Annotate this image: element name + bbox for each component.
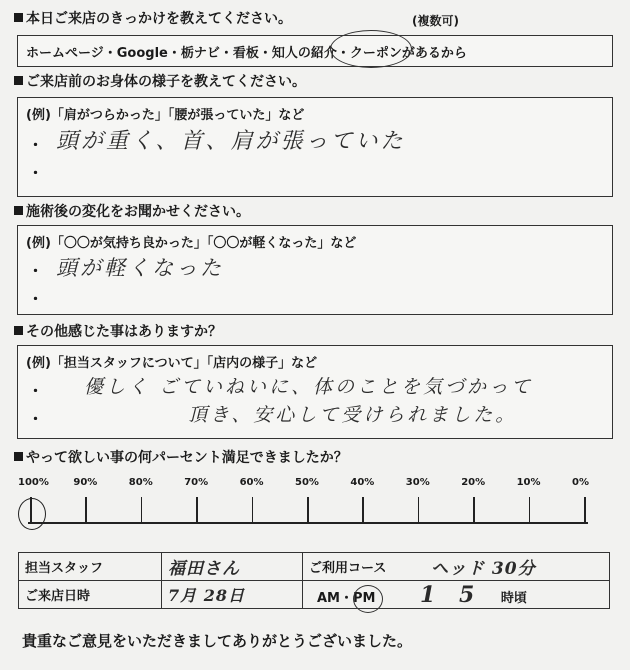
visit-info-table <box>18 552 610 609</box>
satisfaction-selection-circle-icon <box>18 498 46 530</box>
scale-tick <box>418 497 420 523</box>
date-value-cell <box>162 581 303 609</box>
square-bullet-icon <box>14 452 23 461</box>
scale-tick <box>473 497 475 523</box>
date-label: ご来店日時 <box>19 581 162 609</box>
time-suffix: 時頃 <box>500 590 527 606</box>
scale-tick <box>196 497 198 523</box>
hour-value: 1 5 <box>420 581 483 608</box>
q3-bullet: ・ <box>28 262 44 280</box>
scale-label: 90% <box>73 477 98 488</box>
scale-tick <box>362 497 364 523</box>
scale-label: 30% <box>405 477 430 488</box>
table-row <box>19 553 610 581</box>
scale-tick <box>307 497 309 523</box>
scale-label: 40% <box>350 477 375 488</box>
scale-tick <box>141 497 143 523</box>
scale-label: 80% <box>128 477 153 488</box>
square-bullet-icon <box>14 13 23 22</box>
course-value: ヘッド 30分 <box>431 559 536 579</box>
square-bullet-icon <box>14 76 23 85</box>
q1-multi-note: (複数可) <box>412 14 459 28</box>
scale-label: 20% <box>461 477 486 488</box>
staff-value: 福田さん <box>168 559 240 579</box>
square-bullet-icon <box>14 206 23 215</box>
scale-tick <box>529 497 531 523</box>
course-value-cell <box>425 553 610 581</box>
q3-handwritten-answer: 頭が軽くなった <box>56 256 224 280</box>
scale-tick <box>252 497 254 523</box>
scale-label: 60% <box>239 477 264 488</box>
staff-value-cell <box>162 553 303 581</box>
q2-heading: ご来店前のお身体の様子を教えてください。 <box>14 71 306 91</box>
q2-bullet: ・ <box>28 164 44 182</box>
staff-label: 担当スタッフ <box>19 553 162 581</box>
q2-handwritten-answer: 頭が重く、首、肩が張っていた <box>56 129 406 154</box>
scale-tick <box>584 497 586 523</box>
q4-handwritten-answer-line2: 頂き、安心して受けられました。 <box>188 404 518 426</box>
square-bullet-icon <box>14 326 23 335</box>
q4-answer-box <box>17 345 613 439</box>
scale-label: 0% <box>572 477 589 488</box>
q2-example: (例)「肩がつらかった」「腰が張っていた」など <box>26 108 305 123</box>
course-label: ご利用コース <box>303 553 426 581</box>
q5-heading: やって欲しい事の何パーセント満足できましたか？ <box>14 447 348 467</box>
thank-you-message: 貴重なご意見をいただきましてありがとうございました。 <box>22 632 413 650</box>
q1-options: ホームページ・Google・栃ナビ・看板・知人の紹介・クーポンがあるから <box>26 46 467 61</box>
scale-label: 100% <box>18 477 49 488</box>
q2-answer-box <box>17 97 613 197</box>
q1-options-box <box>17 35 613 67</box>
scale-label: 70% <box>184 477 209 488</box>
q3-bullet: ・ <box>28 290 44 308</box>
selection-circle-icon <box>330 30 412 68</box>
q3-heading: 施術後の変化をお聞かせください。 <box>14 201 250 221</box>
pm-selection-circle-icon <box>353 585 383 613</box>
q3-answer-box <box>17 225 613 315</box>
q3-example: (例)「〇〇が気持ち良かった」「〇〇が軽くなった」など <box>26 236 357 251</box>
q4-heading: その他感じた事はありますか？ <box>14 321 222 341</box>
date-value: 7月 28日 <box>168 586 245 605</box>
q4-bullet: ・ <box>28 410 44 428</box>
q4-bullet: ・ <box>28 382 44 400</box>
scale-label: 50% <box>295 477 319 488</box>
q4-handwritten-answer-line1: 優しく ごていねいに、体のことを気づかって <box>84 376 534 398</box>
table-row <box>19 581 610 609</box>
ampm-label: AM・PM <box>309 591 375 606</box>
q4-example: (例)「担当スタッフについて」「店内の様子」など <box>26 356 318 371</box>
scale-tick <box>85 497 87 523</box>
q1-heading: 本日ご来店のきっかけを教えてください。 <box>14 8 292 28</box>
time-cell <box>303 581 610 609</box>
q2-bullet: ・ <box>28 136 44 154</box>
scale-label: 10% <box>516 477 541 488</box>
